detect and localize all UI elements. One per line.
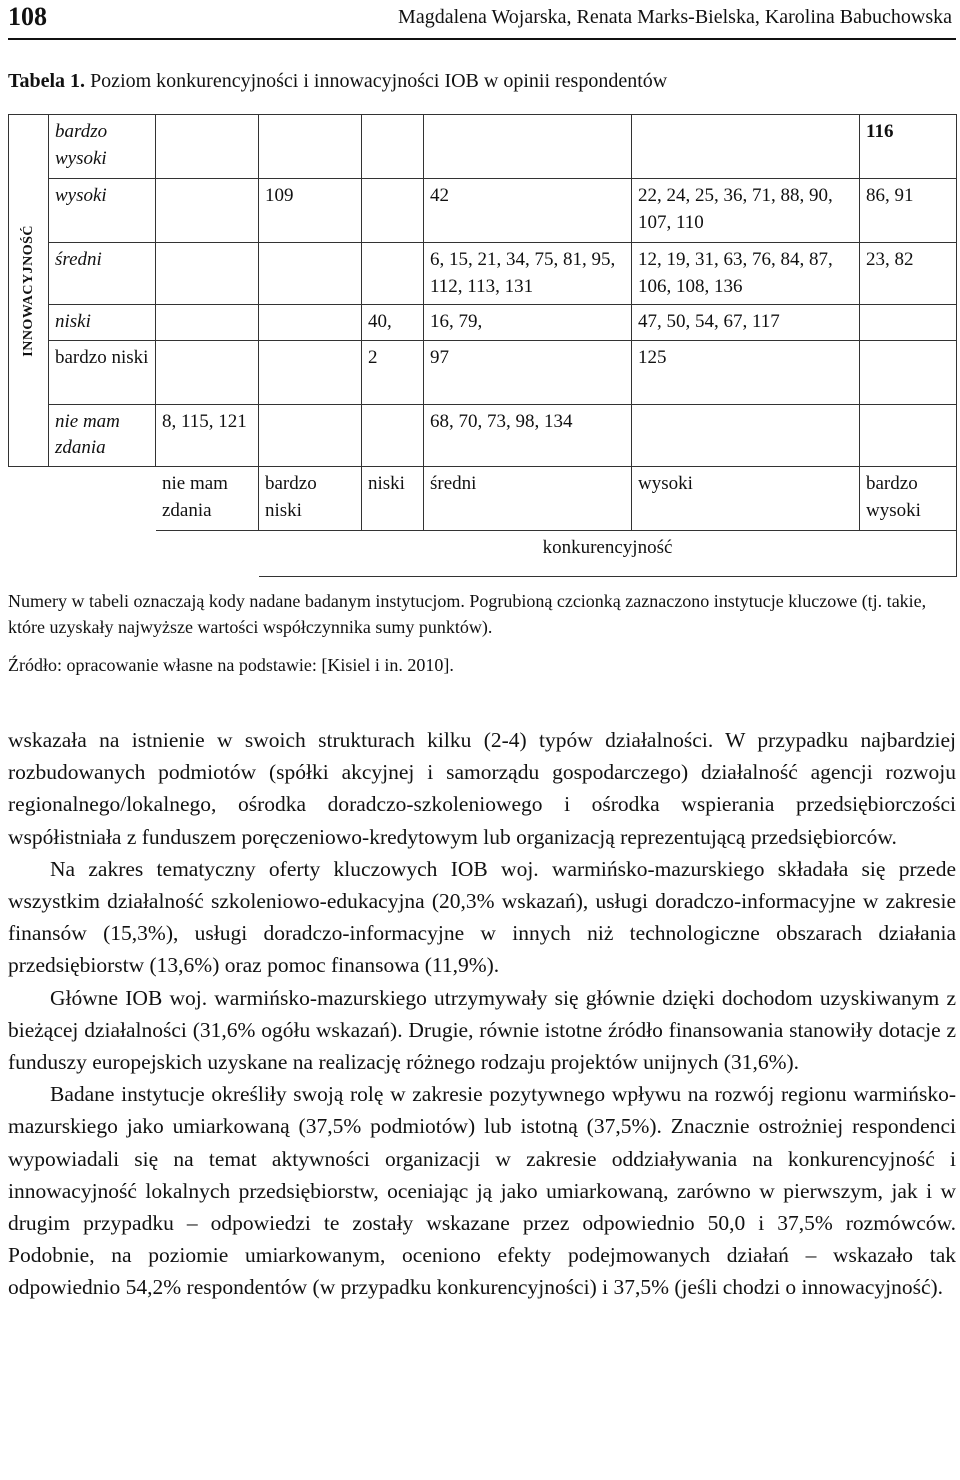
table-cell (259, 305, 362, 341)
col-label-nie-mam-zdania: nie mam zdania (156, 466, 259, 530)
table-cell (632, 404, 860, 466)
table-cell (156, 115, 259, 179)
table-cell: 68, 70, 73, 98, 134 (424, 404, 632, 466)
table-cell (424, 115, 632, 179)
table-cell: 47, 50, 54, 67, 117 (632, 305, 860, 341)
col-label-niski: niski (362, 466, 424, 530)
table-cell (632, 115, 860, 179)
col-label-bardzo-niski: bardzo niski (259, 466, 362, 530)
table-cell (860, 340, 957, 404)
table-cell: 109 (259, 179, 362, 243)
table-cell (156, 530, 259, 576)
row-label-wysoki: wysoki (49, 179, 156, 243)
x-axis-label: konkurencyjność (259, 530, 957, 576)
body-text (8, 724, 956, 1304)
table-cell (156, 340, 259, 404)
running-header-authors: Magdalena Wojarska, Renata Marks-Bielska, Karolina Babuchowska (398, 6, 952, 28)
table-cell: 6, 15, 21, 34, 75, 81, 95, 112, 113, 131 (424, 243, 632, 305)
table-cell: 2 (362, 340, 424, 404)
table-source: Źródło: opracowanie własne na podstawie: [Kisiel i in. 2010]. (8, 655, 454, 676)
table-cell: 125 (632, 340, 860, 404)
row-label-niski: niski (49, 305, 156, 341)
table-cell (362, 115, 424, 179)
table-cell: 22, 24, 25, 36, 71, 88, 90, 107, 110 (632, 179, 860, 243)
page-number: 108 (8, 2, 47, 31)
table-cell (49, 466, 156, 530)
table-cell (259, 340, 362, 404)
table-cell (156, 179, 259, 243)
table-cell (49, 530, 156, 576)
table-cell (9, 530, 49, 576)
table-cell: 116 (860, 115, 957, 179)
row-label-bardzo-wysoki: bardzo wysoki (49, 115, 156, 179)
running-header (8, 0, 956, 40)
table-cell (259, 243, 362, 305)
col-label-sredni: średni (424, 466, 632, 530)
table-cell (362, 404, 424, 466)
table-caption-label: Tabela 1. (8, 70, 86, 92)
table-caption-text: Poziom konkurencyjności i innowacyjności IOB w opinii respondentów (90, 70, 668, 92)
table-note: Numery w tabeli oznaczają kody nadane badanym instytucjom. Pogrubioną czcionką zaznaczono instytucje kluczowe (tj. takie, które uzyskały najwyższe wartości współczynnika sumy punktów). (8, 591, 927, 638)
table-cell: 42 (424, 179, 632, 243)
row-label-bardzo-niski: bardzo niski (49, 340, 156, 404)
row-label-nie-mam-zdania: nie mam zdania (49, 404, 156, 466)
table-cell (860, 305, 957, 341)
table-cell (156, 243, 259, 305)
table-cell (362, 243, 424, 305)
table-cell (259, 115, 362, 179)
y-axis-label: INNOWACYJNOŚĆ (20, 224, 36, 357)
table-cell: 16, 79, (424, 305, 632, 341)
col-label-bardzo-wysoki: bardzo wysoki (860, 466, 957, 530)
table-cell (860, 404, 957, 466)
table-cell (362, 179, 424, 243)
paragraph: Na zakres tematyczny oferty kluczowych IOB woj. warmińsko-mazurskiego składała się przede wszystkim działalność szkoleniowo-edukacyjna (20,3% wskazań), usługi doradczo-informacyjne w zakresie finansów (15,3%), usługi doradczo-informacyjne w innych niż technologiczne obszarach działania przedsiębiorstw (13,6%) oraz pomoc finansowa (11,9%). (8, 856, 956, 978)
table-caption (8, 70, 667, 93)
row-label-sredni: średni (49, 243, 156, 305)
table-cell (9, 466, 49, 530)
paragraph: Główne IOB woj. warmińsko-mazurskiego utrzymywały się głównie dzięki dochodom uzyskiwanym z bieżącej działalności (31,6% ogółu wskazań). Drugie, równie istotne źródło finansowania stanowiły dotacje z funduszy europejskich uzyskane na realizację różnego rodzaju projektów unijnych (31,6%). (8, 985, 956, 1075)
y-axis-cell (9, 115, 49, 467)
table-cell (156, 305, 259, 341)
table-cell: 86, 91 (860, 179, 957, 243)
table-notes (8, 588, 956, 678)
col-label-wysoki: wysoki (632, 466, 860, 530)
paragraph: wskazała na istnienie w swoich strukturach kilku (2-4) typów działalności. W przypadku najbardziej rozbudowanych podmiotów (spółki akcyjnej i samorządu gospodarczego) działalność agencji rozwoju regionalnego/lokalnego, ośrodka doradczo-szkoleniowego i ośrodka wspierania przedsiębiorczości współistniała z funduszem poręczeniowo-kredytowym lub organizacją reprezentującą przedsiębiorców. (8, 728, 956, 849)
competitiveness-innovation-table (8, 114, 957, 577)
paragraph: Badane instytucje określiły swoją rolę w zakresie pozytywnego wpływu na rozwój regionu warmińsko-mazurskiego jako umiarkowaną (37,5% podmiotów) lub istotną (37,5%). Znacznie ostrożniej respondenci wypowiadali się na temat aktywności organizacji w zakresie oddziaływania na konkurencyjność i innowacyjność lokalnych przedsiębiorstw, oceniając ją jako umiarkowaną, zarówno w pierwszym, jak i w drugim przypadku – odpowiedzi te zostały wskazane przez odpowiednio 50,0 i 37,5% rozmówców. Podobnie, na poziomie umiarkowanym, oceniono efekty podejmowanych działań – wskazało tak odpowiednio 54,2% respondentów (w przypadku konkurencyjności) i 37,5% (jeśli chodzi o innowacyjność). (8, 1082, 956, 1300)
table-cell: 12, 19, 31, 63, 76, 84, 87, 106, 108, 136 (632, 243, 860, 305)
table-cell: 23, 82 (860, 243, 957, 305)
table-cell: 97 (424, 340, 632, 404)
table-cell (259, 404, 362, 466)
table-cell: 8, 115, 121 (156, 404, 259, 466)
table-cell: 40, (362, 305, 424, 341)
